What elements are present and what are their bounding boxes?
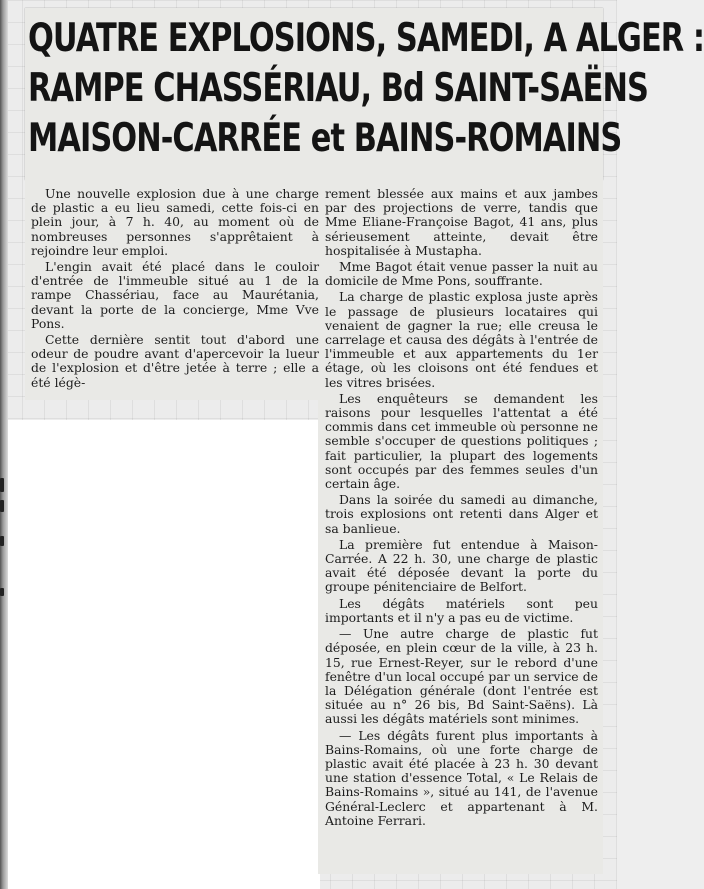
headline-line-1: QUATRE EXPLOSIONS, SAMEDI, A ALGER :: [28, 16, 704, 61]
page-edge: [0, 0, 8, 889]
paragraph: Une nouvelle explosion due à une charge de plastic a eu lieu samedi, cette fois-ci en plein jour, à 7 h. 40, au moment où de nombreuses personnes s'apprêtaient à rejoindre leur emploi.: [31, 186, 319, 258]
paragraph: Les enquêteurs se demandent les raisons pour lesquelles l'attentat a été commis dans cet immeuble où personne ne semble s'occuper de questions politiques ; fait particulier, la plupart des logements sont occupés par des femmes seules d'un certain âge.: [325, 390, 598, 492]
paragraph: Dans la soirée du samedi au dimanche, trois explosions ont retenti dans Alger et sa banlieue.: [325, 492, 598, 536]
article-right-column: [325, 187, 598, 830]
paragraph: Les dégâts matériels sont peu importants et il n'y a pas eu de victime.: [325, 595, 598, 625]
headline-line-3: MAISON-CARRÉE et BAINS-ROMAINS: [28, 116, 622, 161]
paragraph: — Une autre charge de plastic fut déposée, en plein cœur de la ville, à 23 h. 15, rue Ernest-Reyer, sur le rebord d'une fenêtre d'un local occupé par un service de la Délégation générale (dont l'entrée est située au n° 26 bis, Bd Saint-Saëns). Là aussi les dégâts matériels sont minimes.: [325, 626, 598, 727]
paragraph: L'engin avait été placé dans le couloir d'entrée de l'immeuble situé au 1 de la rampe Chassériau, face au Maurétania, devant la porte de la concierge, Mme Vve Pons.: [31, 259, 319, 331]
paragraph: Mme Bagot était venue passer la nuit au domicile de Mme Pons, souffrante.: [325, 259, 598, 289]
blank-paper-area: [4, 420, 320, 889]
article-left-column: [31, 187, 319, 392]
headline: [28, 14, 704, 164]
paragraph-continuation: rement blessée aux mains et aux jambes par des projections de verre, tandis que Mme Eliane-Françoise Bagot, 41 ans, plus sérieusement atteinte, devait être hospitalisée à Mustapha.: [325, 186, 598, 258]
paragraph: La première fut entendue à Maison-Carrée. A 22 h. 30, une charge de plastic avait été déposée devant la porte du groupe pénitenciaire de Belfort.: [325, 536, 598, 595]
paragraph: Cette dernière sentit tout d'abord une odeur de poudre avant d'apercevoir la lueur de l'explosion et d'être jetée à terre ; elle a été légè-: [31, 332, 319, 390]
paragraph: La charge de plastic explosa juste après le passage de plusieurs locataires qui venaient de gagner la rue; elle creusa le carrelage et causa des dégâts à l'entrée de l'immeuble et aux appartements du 1er étage, où les cloisons ont été fendues et les vitres brisées.: [325, 289, 598, 390]
headline-line-2: RAMPE CHASSÉRIAU, Bd SAINT-SAËNS: [28, 66, 649, 111]
paragraph: — Les dégâts furent plus importants à Bains-Romains, où une forte charge de plastic avait été placée à 23 h. 30 devant une station d'essence Total, « Le Relais de Bains-Romains », situé au 141, de l'avenue Général-Leclerc et appartenant à M. Antoine Ferrari.: [325, 727, 598, 828]
